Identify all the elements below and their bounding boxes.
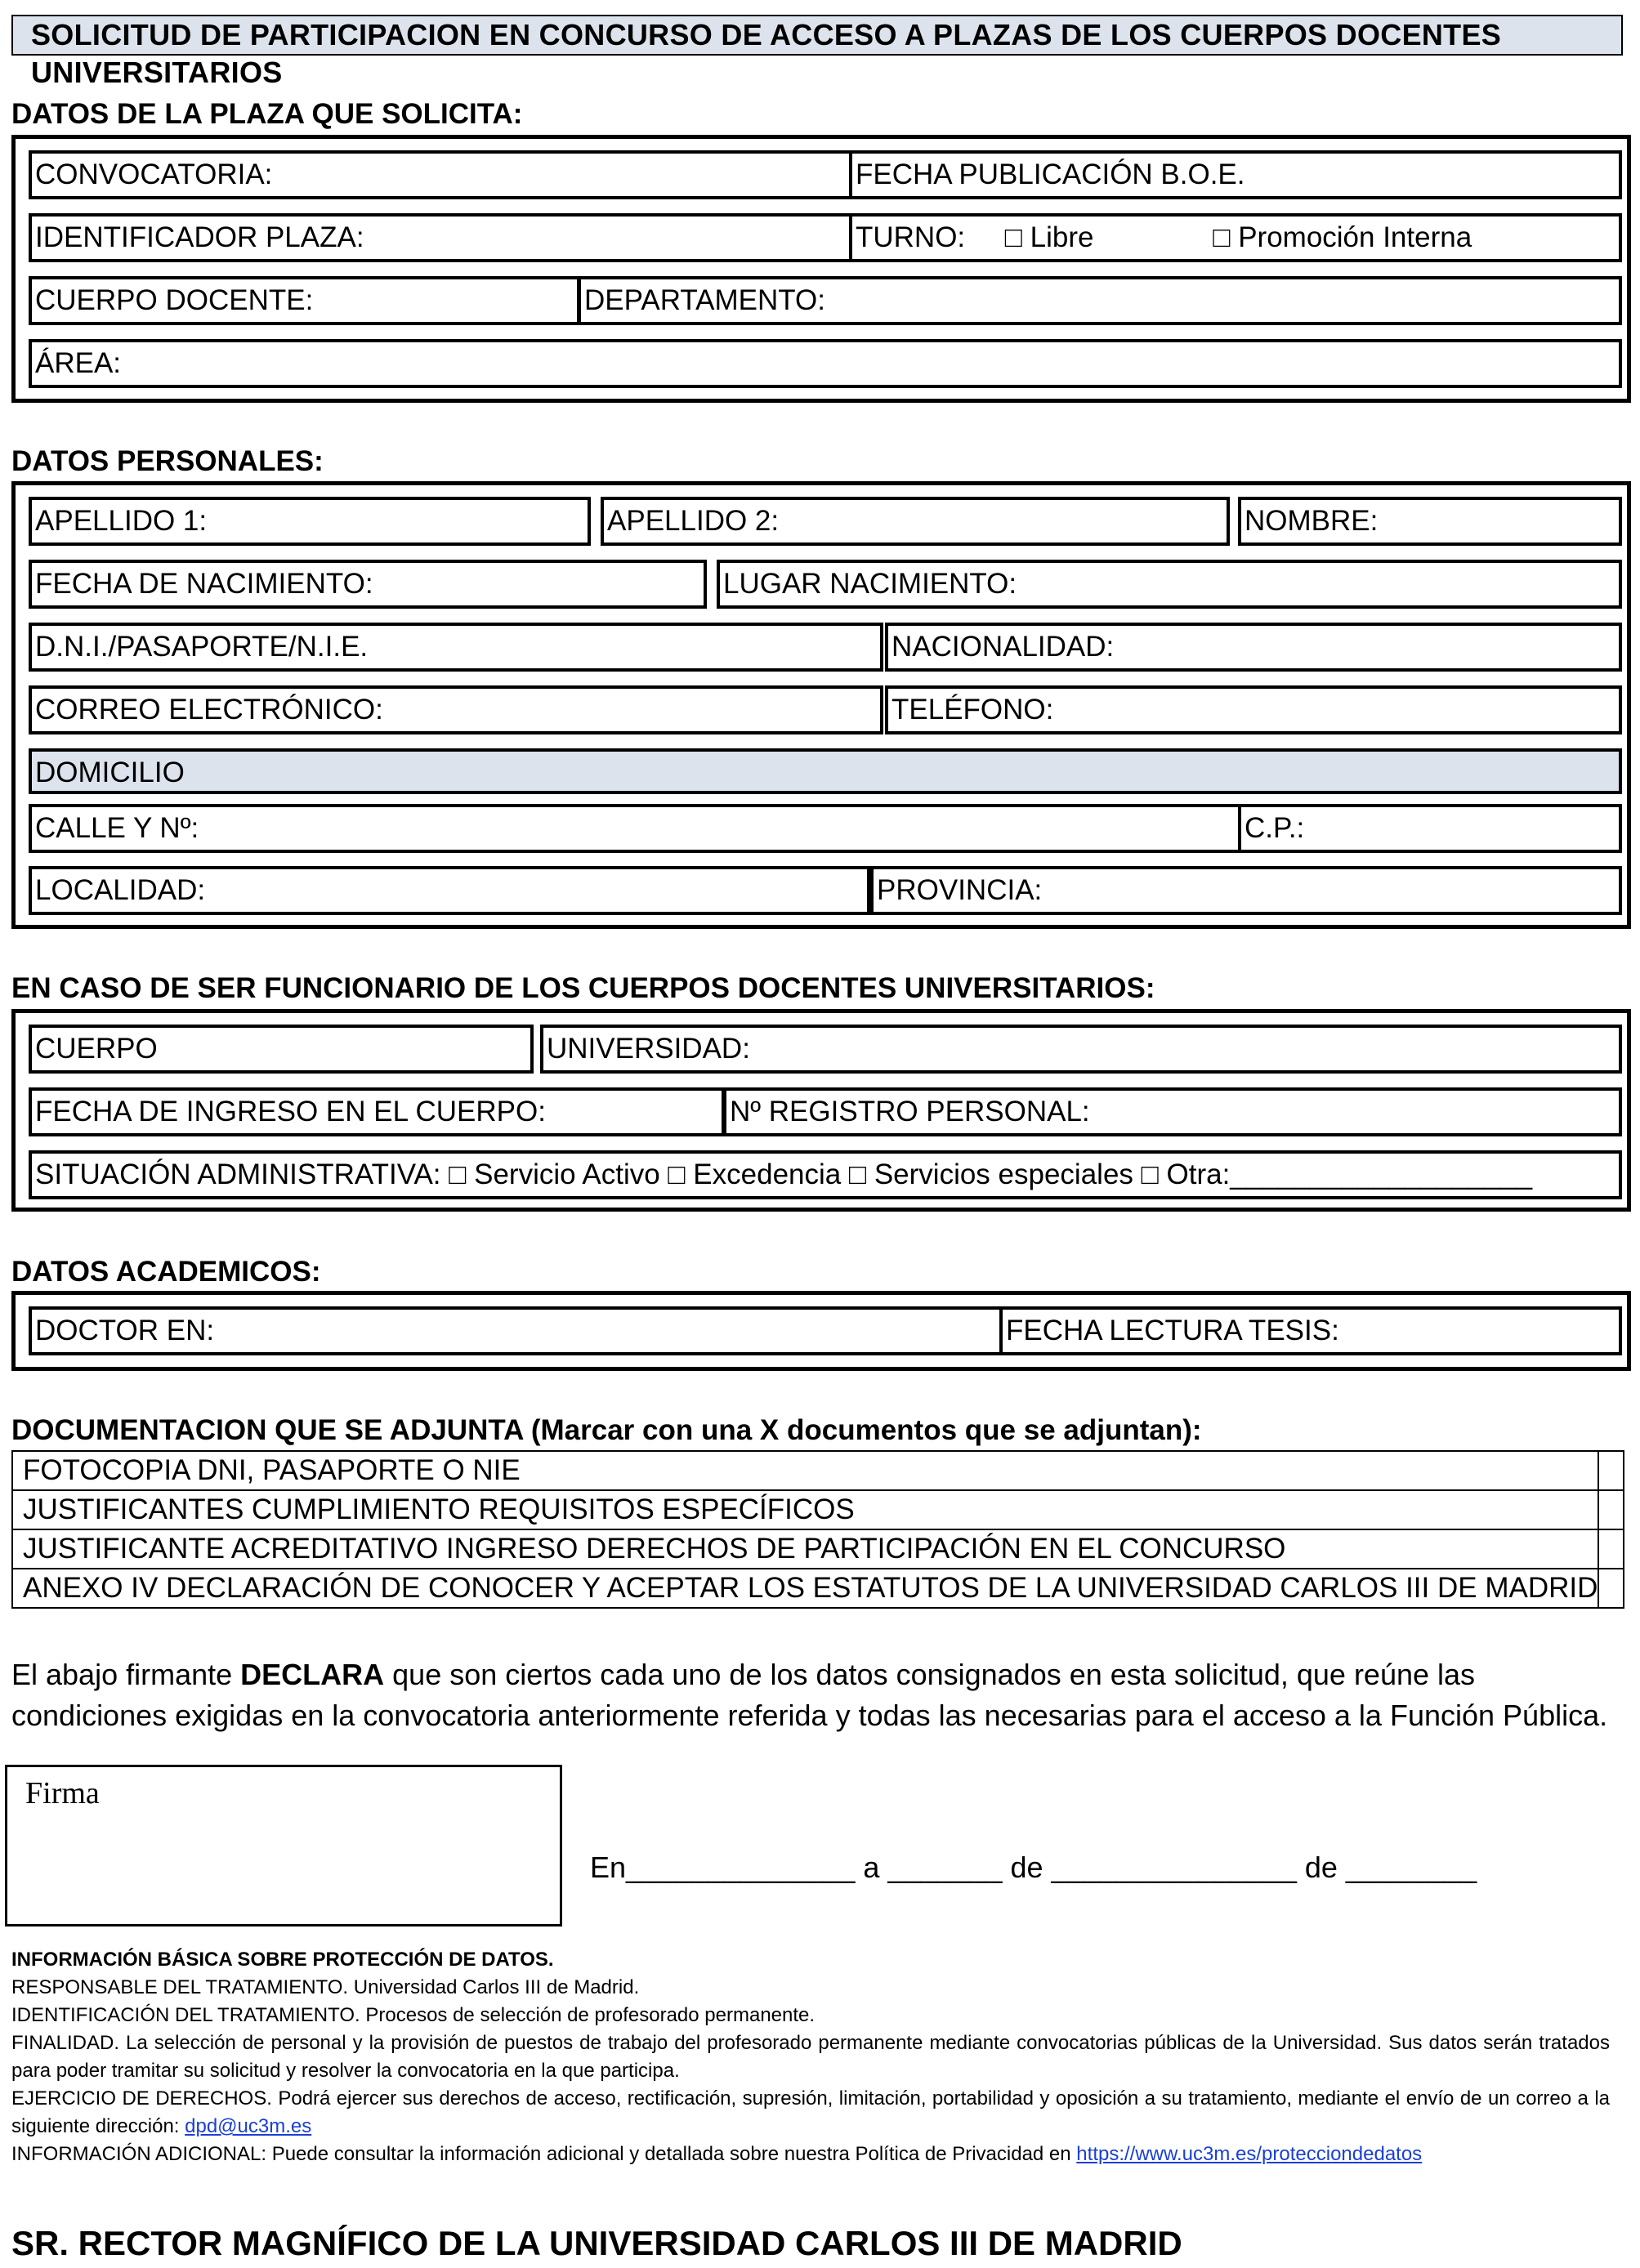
convocatoria-field[interactable]: CONVOCATORIA: [29, 150, 852, 199]
provincia-field[interactable]: PROVINCIA: [870, 866, 1622, 915]
document-checkbox[interactable] [1598, 1569, 1624, 1608]
privacy-derechos-text: EJERCICIO DE DERECHOS. Podrá ejercer sus derechos de acceso, rectificación, supresión, limitación, portabilidad y oposición a su tratamiento, mediante el envío de un correo a la siguiente dirección: [11, 2087, 1610, 2137]
privacy-email-link[interactable]: dpd@uc3m.es [185, 2115, 312, 2137]
turno-options[interactable]: TURNO: □ Libre □ Promoción Interna [849, 213, 1622, 262]
document-label: JUSTIFICANTE ACREDITATIVO INGRESO DERECHOS DE PARTICIPACIÓN EN EL CONCURSO [12, 1529, 1598, 1569]
domicilio-header: DOMICILIO [29, 748, 1622, 794]
nacionalidad-field[interactable]: NACIONALIDAD: [885, 623, 1622, 672]
cuerpo-field[interactable]: CUERPO [29, 1025, 534, 1074]
universidad-field[interactable]: UNIVERSIDAD: [540, 1025, 1622, 1074]
document-label: FOTOCOPIA DNI, PASAPORTE O NIE [12, 1451, 1598, 1490]
plaza-section [11, 135, 1631, 403]
addressee: SR. RECTOR MAGNÍFICO DE LA UNIVERSIDAD CARLOS III DE MADRID [11, 2224, 1182, 2262]
signature-label: Firma [25, 1776, 100, 1810]
area-field[interactable]: ÁREA: [29, 339, 1622, 388]
identificador-plaza-field[interactable]: IDENTIFICADOR PLAZA: [29, 213, 852, 262]
academicos-section-heading: DATOS ACADEMICOS: [11, 1256, 321, 1288]
declaration-keyword: DECLARA [240, 1658, 385, 1691]
funcionario-section-heading: EN CASO DE SER FUNCIONARIO DE LOS CUERPOS DOCENTES UNIVERSITARIOS: [11, 972, 1155, 1004]
documentacion-section-heading: DOCUMENTACION QUE SE ADJUNTA (Marcar con una X documentos que se adjuntan): [11, 1414, 1202, 1446]
form-title: SOLICITUD DE PARTICIPACION EN CONCURSO DE ACCESO A PLAZAS DE LOS CUERPOS DOCENTES UNIVERSITARIOS [11, 15, 1623, 56]
document-checkbox[interactable] [1598, 1490, 1624, 1529]
document-label: JUSTIFICANTES CUMPLIMIENTO REQUISITOS ESPECÍFICOS [12, 1490, 1598, 1529]
privacy-identificacion: IDENTIFICACIÓN DEL TRATAMIENTO. Procesos de selección de profesorado permanente. [11, 2004, 816, 2026]
privacy-finalidad: FINALIDAD. La selección de personal y la provisión de puestos de trabajo del profesorado permanente mediante convocatorias públicas de la Universidad. Sus datos serán tratados para poder tramitar su solicitud y resolver la convocatoria en la que participa. [11, 2032, 1610, 2082]
fecha-lectura-tesis-field[interactable]: FECHA LECTURA TESIS: [999, 1306, 1622, 1355]
plaza-section-heading: DATOS DE LA PLAZA QUE SOLICITA: [11, 98, 523, 130]
funcionario-section [11, 1009, 1631, 1212]
apellido1-field[interactable]: APELLIDO 1: [29, 497, 591, 546]
document-label: ANEXO IV DECLARACIÓN DE CONOCER Y ACEPTAR LOS ESTATUTOS DE LA UNIVERSIDAD CARLOS III DE MADRID [12, 1569, 1598, 1608]
privacy-responsable: RESPONSABLE DEL TRATAMIENTO. Universidad Carlos III de Madrid. [11, 1976, 640, 1998]
place-date-line[interactable]: En______________ a _______ de _______________ de ________ [590, 1851, 1477, 1884]
table-row [12, 1569, 1624, 1608]
registro-personal-field[interactable]: Nº REGISTRO PERSONAL: [723, 1087, 1622, 1136]
personales-section-heading: DATOS PERSONALES: [11, 445, 324, 477]
personales-section [11, 481, 1631, 929]
document-checkbox[interactable] [1598, 1451, 1624, 1490]
table-row [12, 1529, 1624, 1569]
table-row [12, 1490, 1624, 1529]
calle-field[interactable]: CALLE Y Nº: [29, 804, 1241, 853]
cuerpo-docente-field[interactable]: CUERPO DOCENTE: [29, 276, 580, 325]
apellido2-field[interactable]: APELLIDO 2: [601, 497, 1230, 546]
privacy-derechos [11, 2085, 1610, 2141]
privacy-adicional-text: INFORMACIÓN ADICIONAL: Puede consultar la información adicional y detallada sobre nuestra Política de Privacidad en [11, 2143, 1077, 2165]
fecha-ingreso-field[interactable]: FECHA DE INGRESO EN EL CUERPO: [29, 1087, 725, 1136]
nombre-field[interactable]: NOMBRE: [1238, 497, 1622, 546]
documentacion-table [11, 1450, 1624, 1609]
declaration-text-end: que son ciertos cada uno de los datos consignados en esta solicitud, que reúne las condiciones exigidas en la convocatoria anteriormente referida y todas las necesarias para el acceso a la Función Pública. [11, 1658, 1608, 1732]
privacy-adicional [11, 2141, 1610, 2168]
correo-field[interactable]: CORREO ELECTRÓNICO: [29, 685, 883, 734]
declaration-paragraph [11, 1654, 1621, 1736]
localidad-field[interactable]: LOCALIDAD: [29, 866, 870, 915]
fecha-nacimiento-field[interactable]: FECHA DE NACIMIENTO: [29, 560, 707, 609]
departamento-field[interactable]: DEPARTAMENTO: [578, 276, 1622, 325]
declaration-text-start: El abajo firmante [11, 1658, 241, 1691]
privacy-url-link[interactable]: https://www.uc3m.es/protecciondedatos [1076, 2143, 1423, 2165]
table-row [12, 1451, 1624, 1490]
dni-field[interactable]: D.N.I./PASAPORTE/N.I.E. [29, 623, 883, 672]
situacion-administrativa-options[interactable]: SITUACIÓN ADMINISTRATIVA: □ Servicio Activo □ Excedencia □ Servicios especiales □ Otra:___________________ [29, 1150, 1622, 1199]
lugar-nacimiento-field[interactable]: LUGAR NACIMIENTO: [717, 560, 1622, 609]
document-checkbox[interactable] [1598, 1529, 1624, 1569]
privacy-heading: INFORMACIÓN BÁSICA SOBRE PROTECCIÓN DE DATOS. [11, 1949, 554, 1971]
cp-field[interactable]: C.P.: [1238, 804, 1622, 853]
signature-box[interactable] [5, 1765, 562, 1926]
telefono-field[interactable]: TELÉFONO: [885, 685, 1622, 734]
privacy-info [11, 1946, 1610, 2168]
fecha-boe-field[interactable]: FECHA PUBLICACIÓN B.O.E. [849, 150, 1622, 199]
doctor-en-field[interactable]: DOCTOR EN: [29, 1306, 1003, 1355]
academicos-section [11, 1291, 1631, 1371]
